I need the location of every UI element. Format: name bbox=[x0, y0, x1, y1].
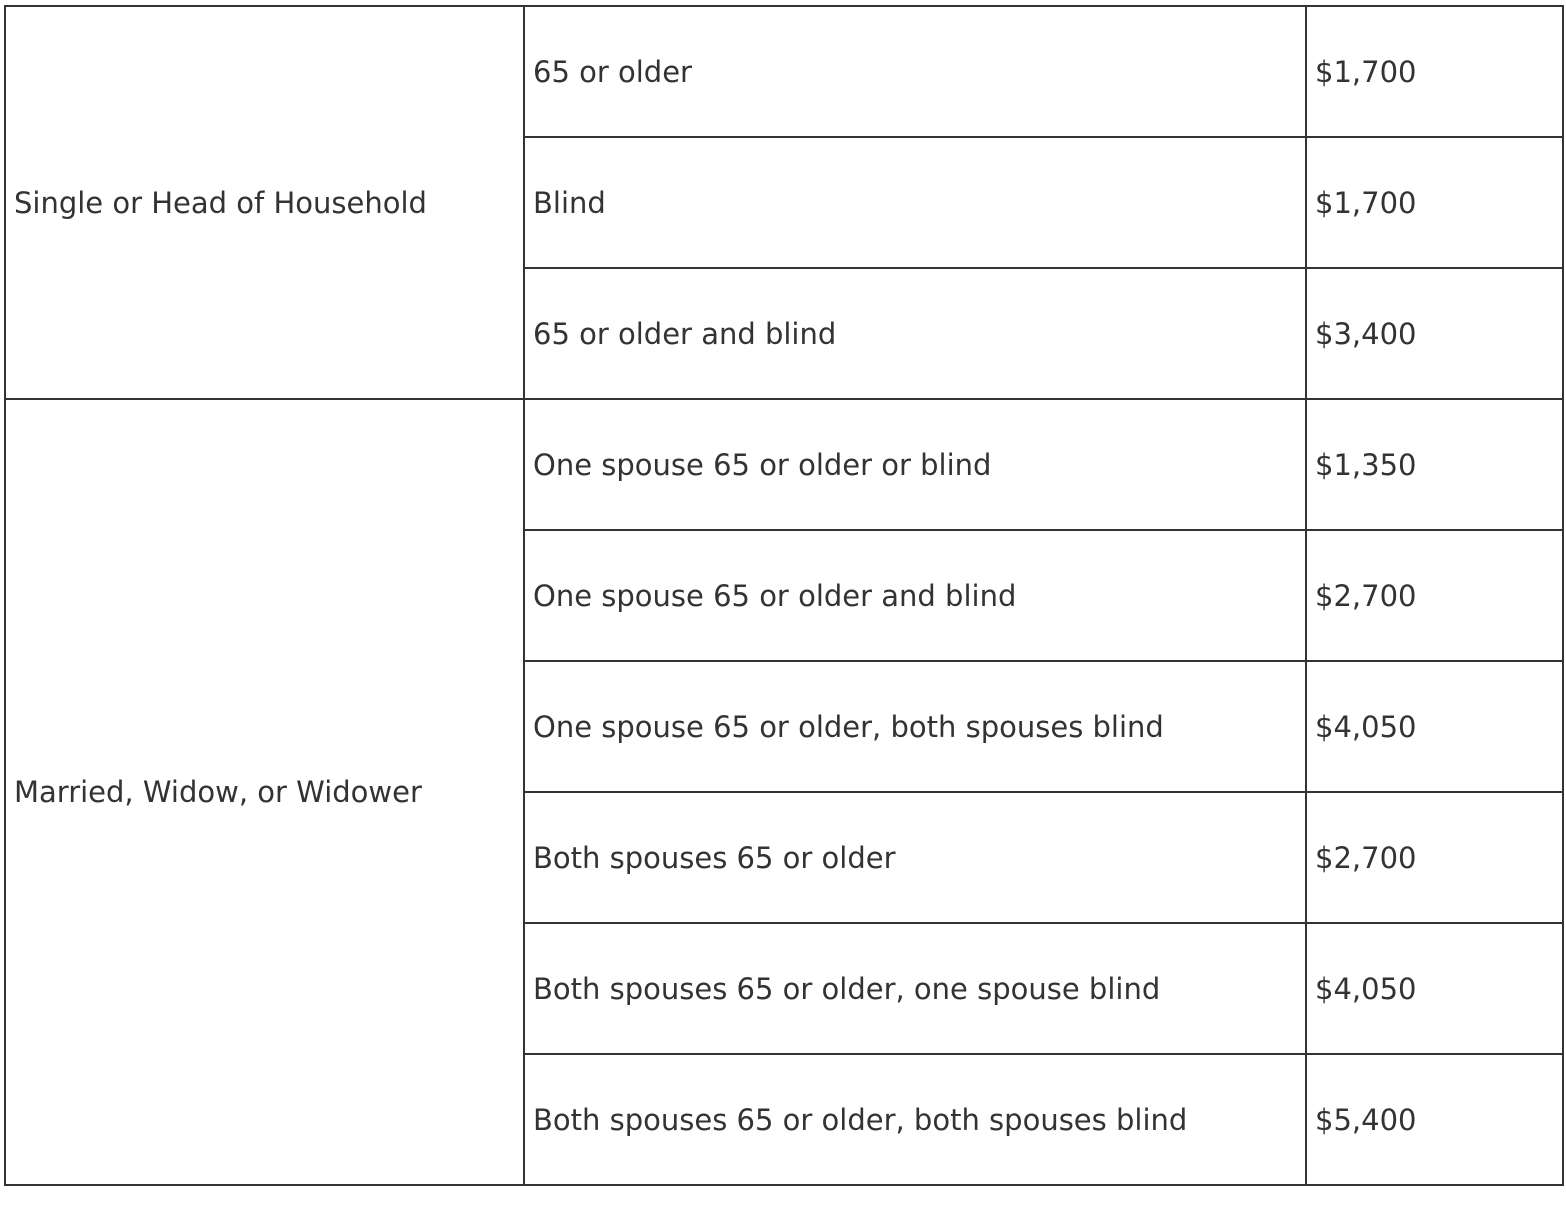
amount-cell: $2,700 bbox=[1306, 530, 1563, 661]
amount-cell: $1,350 bbox=[1306, 399, 1563, 530]
condition-cell: 65 or older bbox=[524, 6, 1306, 137]
condition-cell: Blind bbox=[524, 137, 1306, 268]
filing-status-cell: Single or Head of Household bbox=[5, 6, 524, 399]
condition-cell: Both spouses 65 or older bbox=[524, 792, 1306, 923]
condition-cell: One spouse 65 or older, both spouses blind bbox=[524, 661, 1306, 792]
condition-cell: Both spouses 65 or older, one spouse blind bbox=[524, 923, 1306, 1054]
condition-cell: One spouse 65 or older or blind bbox=[524, 399, 1306, 530]
amount-cell: $1,700 bbox=[1306, 6, 1563, 137]
table-row bbox=[5, 6, 1563, 137]
deduction-table bbox=[4, 5, 1564, 1186]
amount-cell: $2,700 bbox=[1306, 792, 1563, 923]
filing-status-cell: Married, Widow, or Widower bbox=[5, 399, 524, 1185]
amount-cell: $4,050 bbox=[1306, 661, 1563, 792]
amount-cell: $3,400 bbox=[1306, 268, 1563, 399]
amount-cell: $4,050 bbox=[1306, 923, 1563, 1054]
amount-cell: $1,700 bbox=[1306, 137, 1563, 268]
condition-cell: Both spouses 65 or older, both spouses blind bbox=[524, 1054, 1306, 1185]
amount-cell: $5,400 bbox=[1306, 1054, 1563, 1185]
condition-cell: 65 or older and blind bbox=[524, 268, 1306, 399]
table-row bbox=[5, 399, 1563, 530]
condition-cell: One spouse 65 or older and blind bbox=[524, 530, 1306, 661]
